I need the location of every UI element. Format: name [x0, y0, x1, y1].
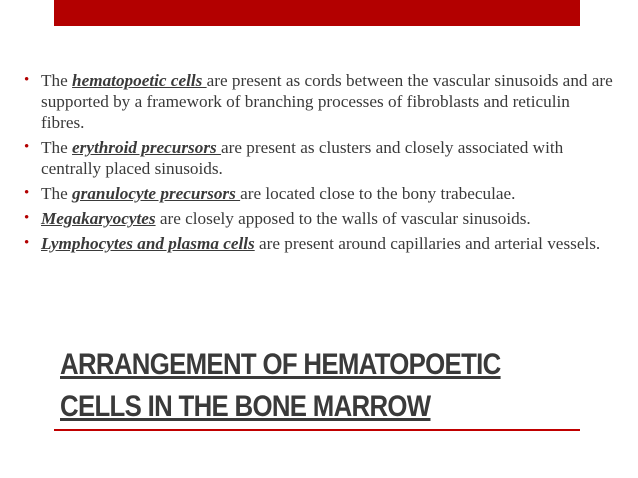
bullet-item-lymphocytes-plasma-cells [24, 233, 614, 254]
bullet-text-after: are present as clusters and closely associated with centrally placed sinusoids. [41, 138, 564, 178]
bullet-dot-icon: • [24, 235, 30, 251]
bullet-text-after: are located close to the bony trabeculae. [240, 184, 516, 203]
bullet-dot-icon: • [24, 210, 30, 226]
bullet-dot-icon: • [24, 139, 30, 155]
top-accent-bar [54, 0, 580, 26]
bullet-item-megakaryocytes [24, 208, 614, 229]
bullet-item-hematopoetic-cells [24, 70, 614, 133]
bullet-text-before: The [41, 138, 73, 157]
bullet-item-erythroid-precursors [24, 137, 614, 179]
bullet-text-after: are present as cords between the vascular sinusoids and are supported by a framework of branching processes of fibroblasts and reticulin fibres. [41, 71, 613, 132]
bullet-dot-icon: • [24, 72, 30, 88]
bullet-term: hematopoetic cells [72, 71, 207, 90]
bottom-rule-divider [54, 429, 580, 431]
bullet-term: granulocyte precursors [72, 184, 241, 203]
bullet-dot-icon: • [24, 185, 30, 201]
slide-title-line-1: ARRANGEMENT OF HEMATOPOETIC [60, 348, 501, 381]
bullet-term: erythroid precursors [72, 138, 222, 157]
bullet-term: Megakaryocytes [41, 209, 156, 228]
bullet-text-before: The [41, 71, 73, 90]
bullet-text-after: are closely apposed to the walls of vascular sinusoids. [155, 209, 531, 228]
bullet-list [24, 70, 614, 258]
bullet-text-before: The [41, 184, 73, 203]
bullet-item-granulocyte-precursors [24, 183, 614, 204]
slide-title [60, 344, 507, 428]
bullet-term: Lymphocytes and plasma cells [41, 234, 255, 253]
bullet-text-after: are present around capillaries and arterial vessels. [254, 234, 601, 253]
slide-title-line-2: CELLS IN THE BONE MARROW [60, 390, 431, 423]
